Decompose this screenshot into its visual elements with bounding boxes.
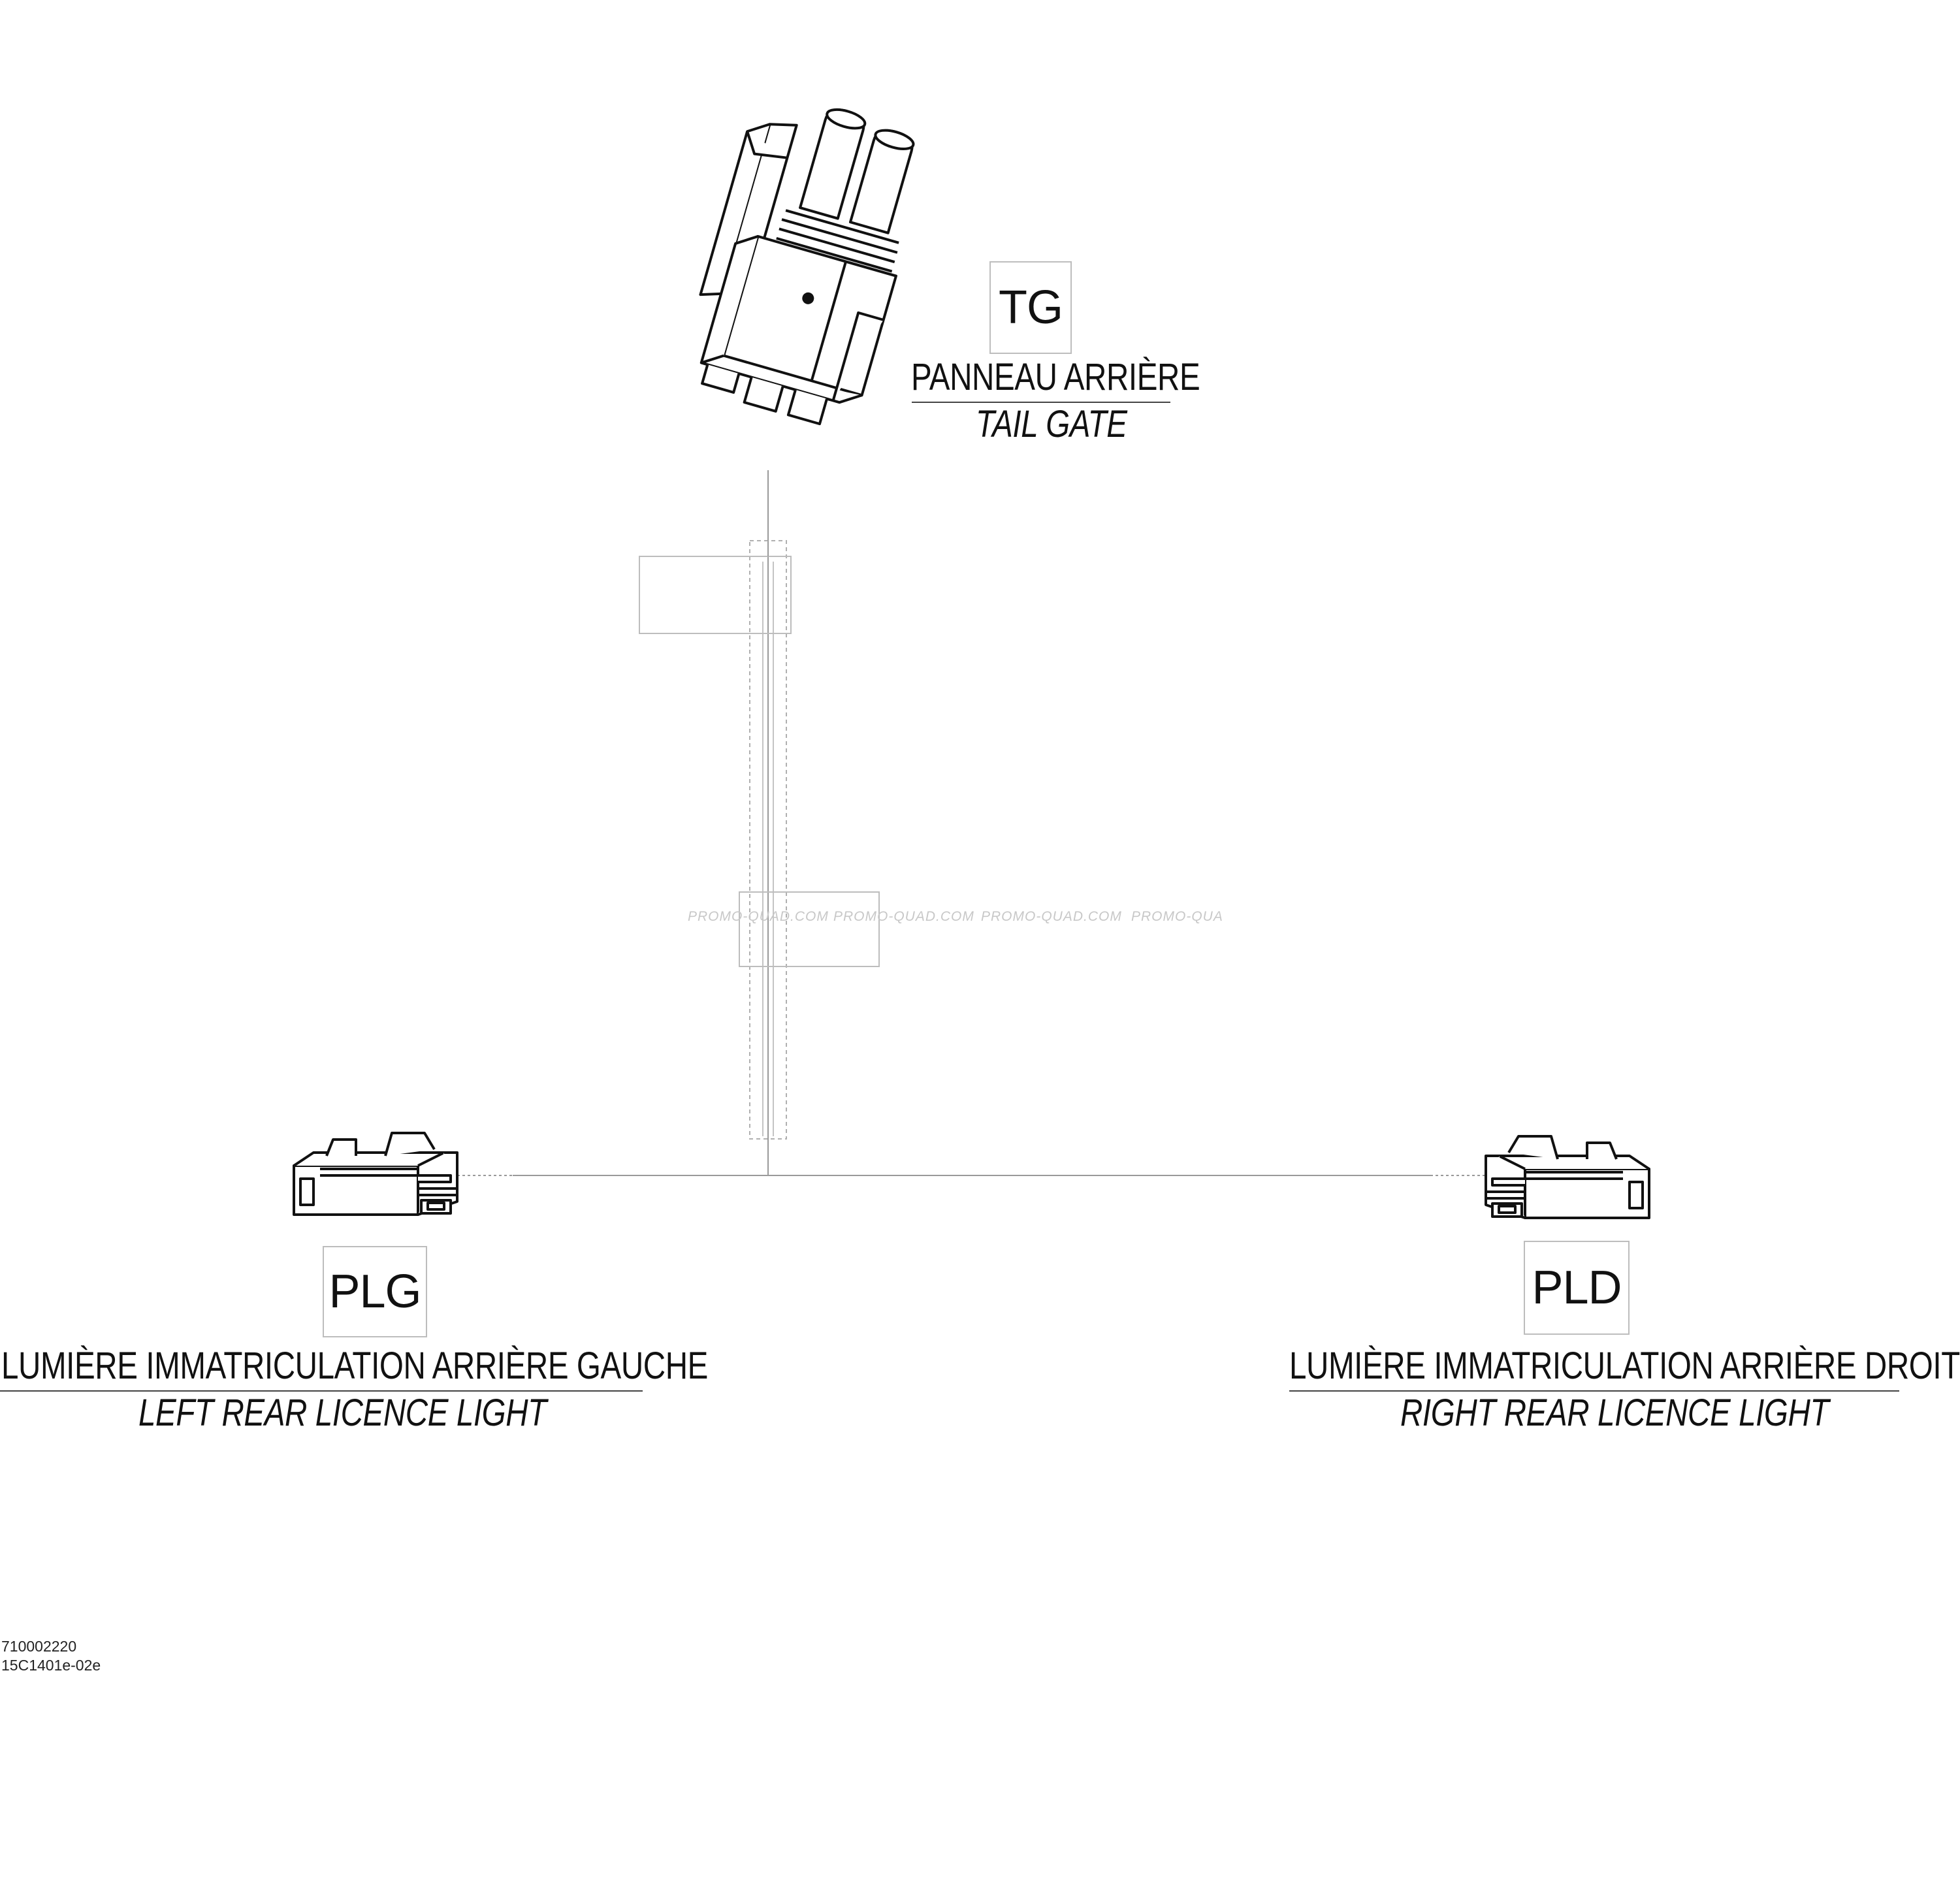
watermark-text-4: PROMO-QUA: [1131, 909, 1223, 924]
connector-code-tg: TG: [989, 261, 1072, 354]
right-light-connector-drawing: [1486, 1136, 1649, 1218]
tail-gate-connector-drawing: [675, 86, 936, 433]
drawing-reference: 15C1401e-02e: [1, 1657, 101, 1674]
connector-name-en-pld: RIGHT REAR LICENCE LIGHT: [1400, 1392, 1829, 1434]
connector-name-fr-plg: LUMIÈRE IMMATRICULATION ARRIÈRE GAUCHE: [1, 1345, 708, 1387]
connector-name-en-tg: TAIL GATE: [976, 403, 1127, 445]
left-light-connector-drawing: [294, 1133, 457, 1215]
connector-name-fr-pld: LUMIÈRE IMMATRICULATION ARRIÈRE DROIT: [1289, 1345, 1960, 1387]
connector-name-en-plg: LEFT REAR LICENCE LIGHT: [138, 1392, 547, 1434]
watermark-text-1: PROMO-QUAD.COM: [688, 909, 829, 924]
connector-code-plg: PLG: [323, 1246, 427, 1337]
harness-clip-lower: [739, 892, 879, 966]
connector-code-pld: PLD: [1524, 1241, 1630, 1335]
watermark-text-3: PROMO-QUAD.COM: [981, 909, 1122, 924]
part-number: 710002220: [1, 1638, 77, 1655]
connector-name-fr-tg: PANNEAU ARRIÈRE: [911, 356, 1200, 398]
watermark-text-2: PROMO-QUAD.COM: [833, 909, 974, 924]
